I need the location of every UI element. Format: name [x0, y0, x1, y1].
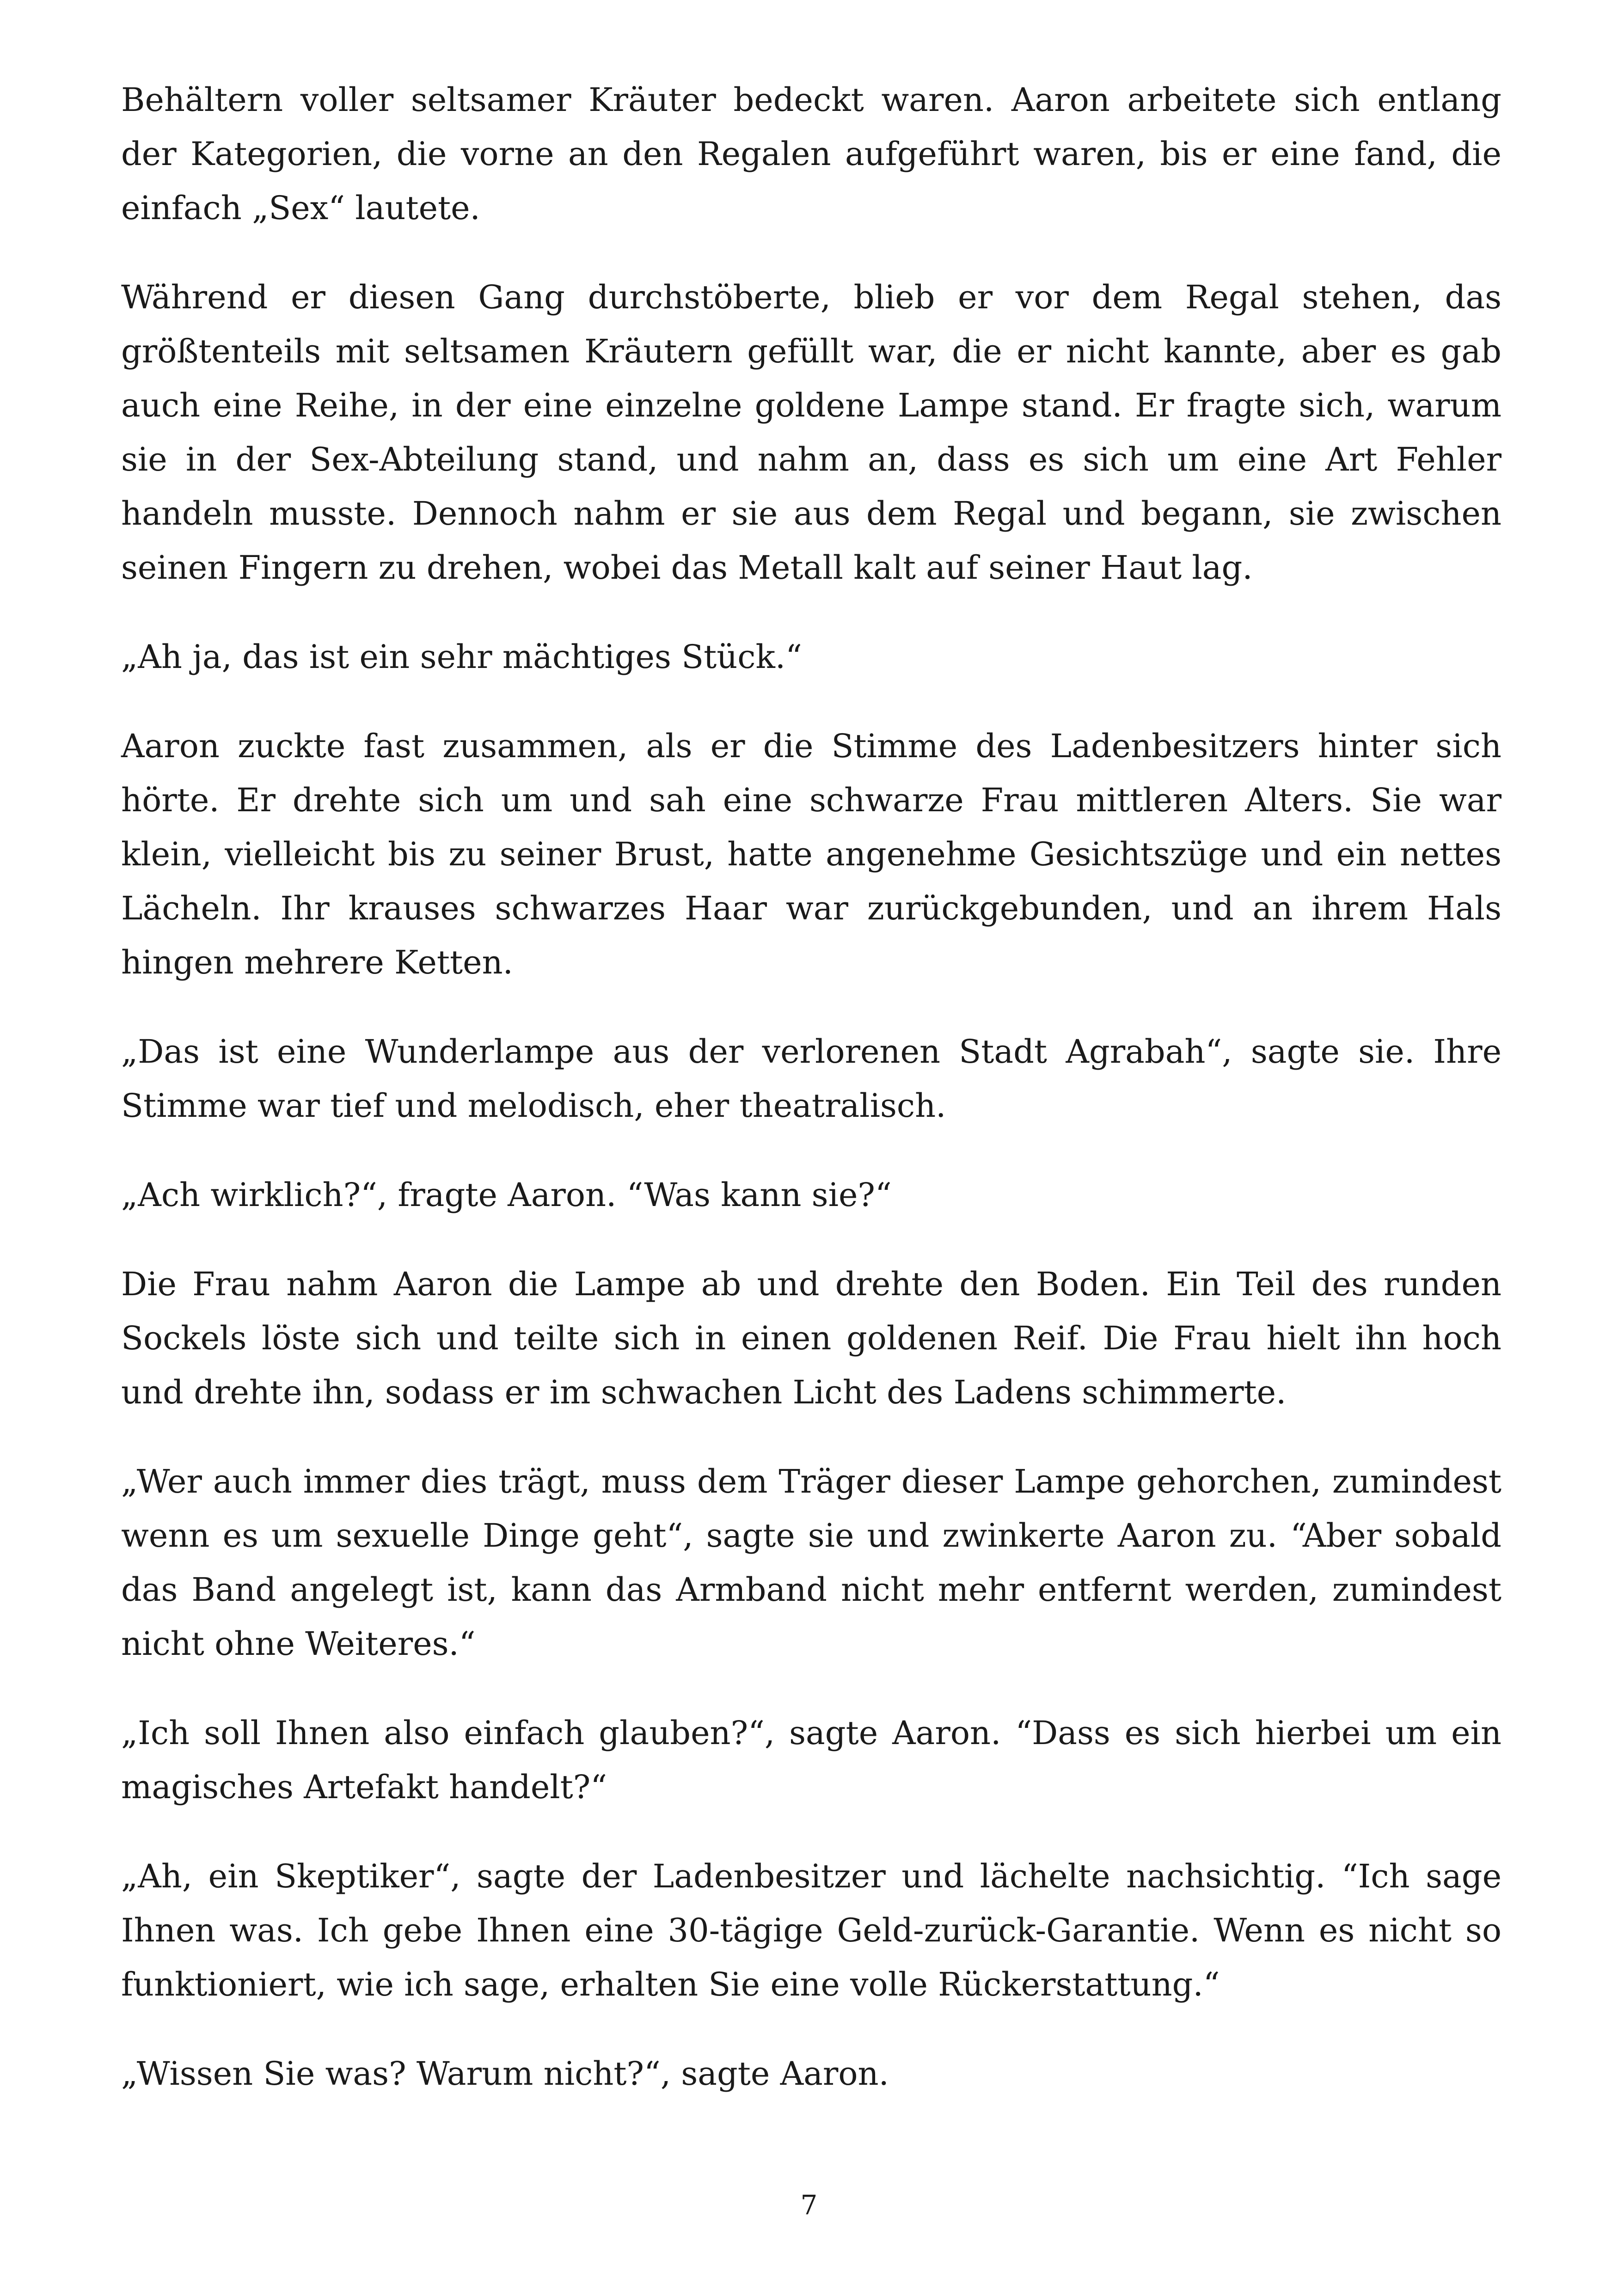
paragraph-11: „Wissen Sie was? Warum nicht?“, sagte Aaron. — [121, 2055, 889, 2093]
paragraph-2: Während er diesen Gang durchstöberte, blieb er vor dem Regal stehen, das größtenteils mit seltsamen Kräutern gefüllt war, die er nicht kannte, aber es gab auch eine Reihe, in der eine einzelne goldene Lampe stand. Er fragte sich, warum sie in der Sex-Abteilung stand, und nahm an, dass es sich um eine Art Fehler handeln musste. Dennoch nahm er sie aus dem Regal und begann, sie zwischen seinen Fingern zu drehen, wobei das Metall kalt auf seiner Haut lag. — [121, 278, 1502, 587]
paragraph-9: „Ich soll Ihnen also einfach glauben?“, sagte Aaron. “Dass es sich hierbei um ein magisches Artefakt handelt?“ — [121, 1714, 1502, 1806]
paragraph-10: „Ah, ein Skeptiker“, sagte der Ladenbesitzer und lächelte nachsichtig. “Ich sage Ihnen was. Ich gebe Ihnen eine 30-tägige Geld-zurück-Garantie. Wenn es nicht so funktioniert, wie ich sage, erhalten Sie eine volle Rückerstattung.“ — [121, 1857, 1502, 2003]
paragraph-7: Die Frau nahm Aaron die Lampe ab und drehte den Boden. Ein Teil des runden Sockels löste sich und teilte sich in einen goldenen Reif. Die Frau hielt ihn hoch und drehte ihn, sodass er im schwachen Licht des Ladens schimmerte. — [121, 1265, 1502, 1411]
paragraph-6: „Ach wirklich?“, fragte Aaron. “Was kann sie?“ — [121, 1176, 892, 1214]
paragraph-8: „Wer auch immer dies trägt, muss dem Träger dieser Lampe gehorchen, zumindest wenn es um sexuelle Dinge geht“, sagte sie und zwinkerte Aaron zu. “Aber sobald das Band angelegt ist, kann das Armband nicht mehr entfernt werden, zumindest nicht ohne Weiteres.“ — [121, 1463, 1502, 1663]
body-text — [121, 73, 1502, 2101]
paragraph-1: Behältern voller seltsamer Kräuter bedeckt waren. Aaron arbeitete sich entlang der Kategorien, die vorne an den Regalen aufgeführt waren, bis er eine fand, die einfach „Sex“ lautete. — [121, 81, 1502, 227]
paragraph-4: Aaron zuckte fast zusammen, als er die Stimme des Ladenbesitzers hinter sich hörte. Er drehte sich um und sah eine schwarze Frau mittleren Alters. Sie war klein, vielleicht bis zu seiner Brust, hatte angenehme Gesichtszüge und ein nettes Lächeln. Ihr krauses schwarzes Haar war zurückgebunden, und an ihrem Hals hingen mehrere Ketten. — [121, 727, 1502, 981]
paragraph-3: „Ah ja, das ist ein sehr mächtiges Stück.“ — [121, 638, 802, 676]
page-number: 7 — [800, 2189, 818, 2221]
paragraph-5: „Das ist eine Wunderlampe aus der verlorenen Stadt Agrabah“, sagte sie. Ihre Stimme war tief und melodisch, eher theatralisch. — [121, 1033, 1502, 1125]
